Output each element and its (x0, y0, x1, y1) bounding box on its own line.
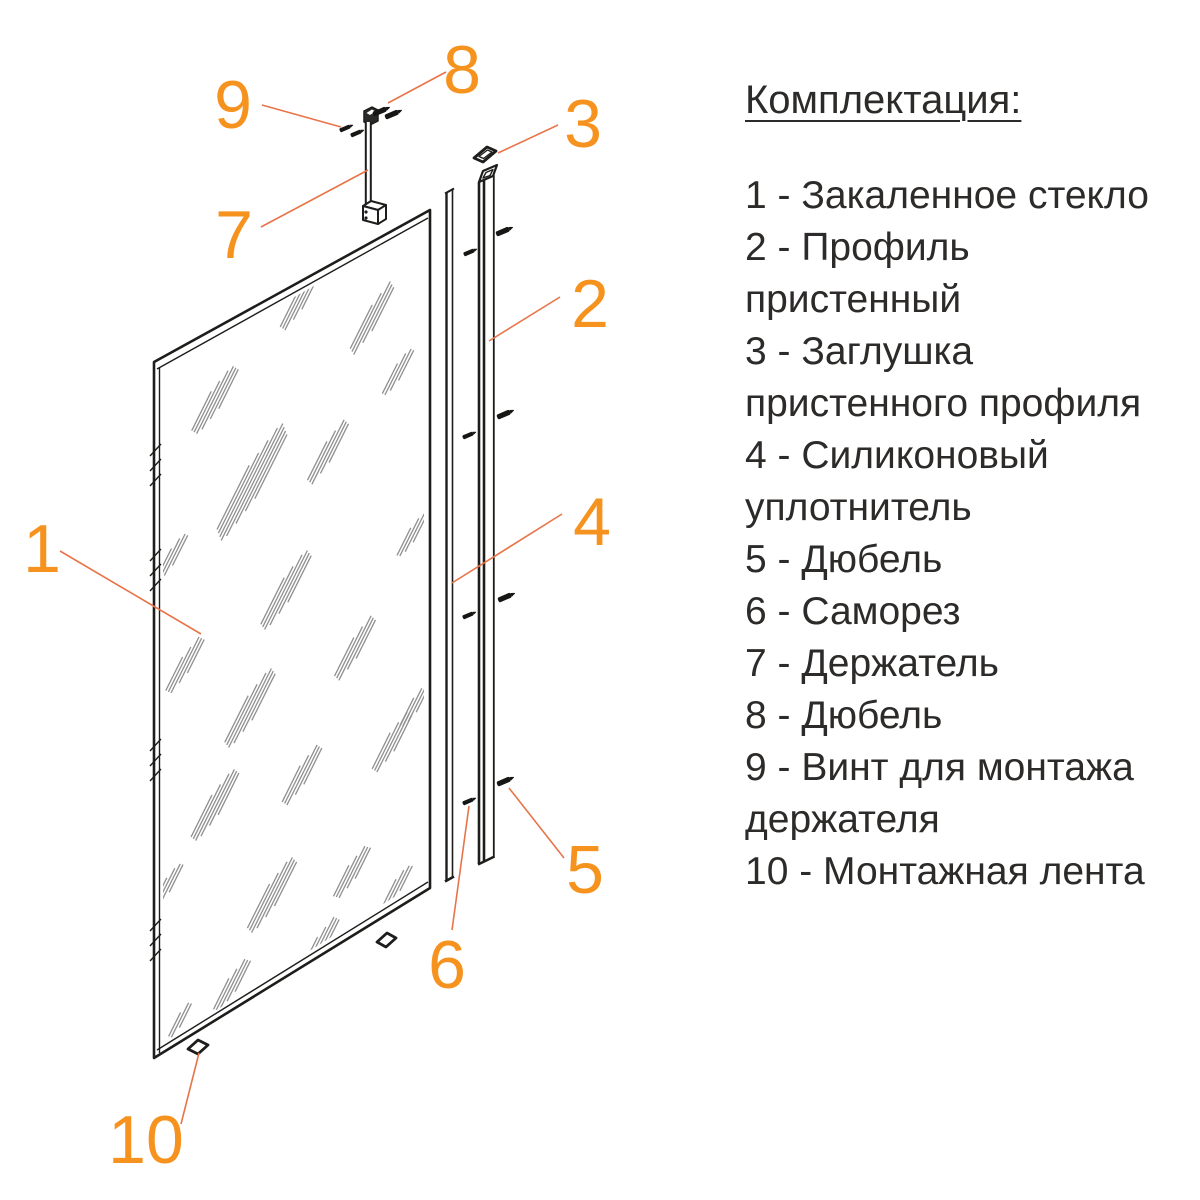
screw-icon (462, 430, 477, 440)
legend-item-8: 8 - Дюбель (745, 694, 943, 737)
leader-6 (452, 806, 469, 930)
glass-panel (154, 210, 430, 1058)
callout-2: 2 (571, 266, 609, 342)
screw-icon (350, 128, 365, 138)
callout-1: 1 (23, 511, 61, 587)
wall-profile (478, 165, 497, 865)
callout-5: 5 (566, 832, 604, 908)
leader-4 (452, 514, 562, 583)
leader-3 (498, 125, 558, 153)
legend-item-4: 4 - Силиконовый уплотнитель (745, 434, 1049, 529)
holder (363, 107, 386, 224)
legend-item-2: 2 - Профиль пристенный (745, 226, 970, 321)
mounting-tape-piece (377, 933, 396, 947)
mounting-tape-piece (188, 1040, 208, 1054)
screw-icon (463, 247, 478, 257)
dowel-icon (496, 408, 515, 420)
legend-item-3: 3 - Заглушка пристенного профиля (745, 330, 1142, 425)
callout-3: 3 (564, 86, 602, 162)
dowel-icon (497, 591, 516, 603)
legend-item-10: 10 - Монтажная лента (745, 850, 1145, 893)
legend-title: Комплектация: (745, 78, 1022, 122)
screw-icon (339, 123, 354, 133)
legend-item-7: 7 - Держатель (745, 642, 999, 685)
legend-item-1: 1 - Закаленное стекло (745, 174, 1149, 217)
screw-icon (462, 796, 477, 806)
parts-legend (745, 76, 1190, 898)
callout-4: 4 (573, 484, 611, 560)
callout-9: 9 (214, 67, 252, 143)
legend-item-6: 6 - Саморез (745, 590, 961, 633)
leader-2 (489, 297, 560, 341)
leader-5 (509, 788, 564, 858)
legend-list (745, 170, 1190, 898)
leader-8 (388, 72, 446, 103)
callout-7: 7 (215, 197, 253, 273)
legend-item-9: 9 - Винт для монтажа держателя (745, 746, 1134, 841)
legend-item-5: 5 - Дюбель (745, 538, 943, 581)
callout-8: 8 (443, 32, 481, 108)
dowel-icon (496, 775, 515, 787)
dowel-icon (495, 225, 514, 237)
callout-6: 6 (428, 927, 466, 1003)
callout-10: 10 (108, 1102, 184, 1178)
profile-cap (474, 147, 496, 162)
silicone-seal (445, 189, 454, 882)
screw-icon (462, 610, 477, 620)
leader-9 (262, 105, 341, 127)
leader-7 (261, 170, 368, 227)
